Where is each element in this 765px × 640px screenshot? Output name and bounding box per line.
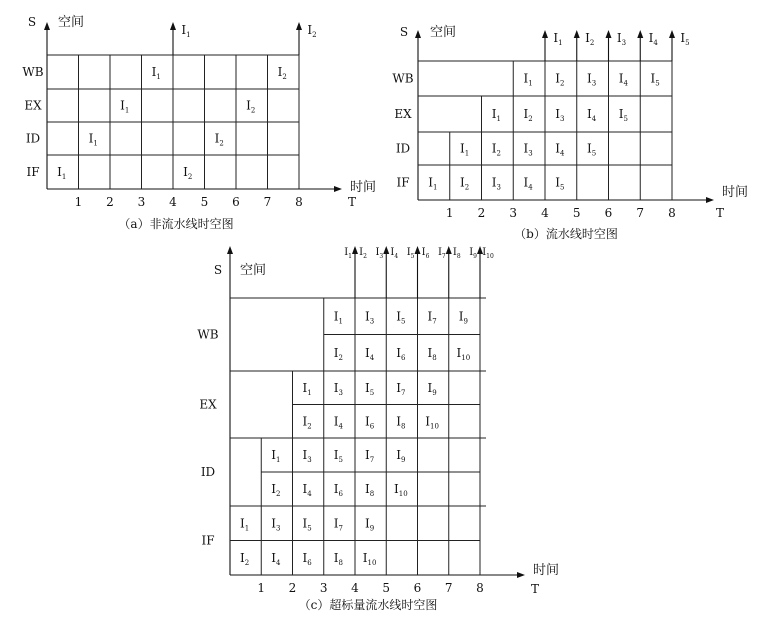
instruction-cell: $I_8$: [427, 345, 437, 362]
instruction-cell: $I_3$: [333, 380, 343, 397]
instruction-cell: $I_2$: [183, 165, 193, 181]
instruction-cell: $I_6$: [396, 345, 406, 362]
instruction-cell: $I_1$: [333, 309, 343, 326]
instruction-cell: $I_3$: [491, 175, 501, 192]
x-tick-label: 1: [257, 581, 266, 595]
completion-arrow: [296, 22, 302, 30]
instruction-cell: $I_5$: [587, 141, 597, 158]
x-tick-label: 6: [232, 195, 240, 209]
diagram-panel-1: [392, 24, 748, 241]
instruction-cell: $I_4$: [271, 550, 281, 567]
completion-arrow: [542, 30, 548, 38]
s-label: S: [27, 15, 37, 29]
instruction-cell: $I_2$: [523, 107, 533, 123]
instruction-cell: $I_1$: [491, 107, 501, 123]
space-label: 空间: [240, 263, 267, 278]
instruction-cell: $I_2$: [302, 414, 312, 431]
instruction-cell: $I_{10}$: [394, 482, 408, 498]
diagram-caption: （b）流水线时空图: [514, 227, 618, 241]
x-tick-label: 6: [604, 206, 613, 220]
instruction-cell: $I_{10}$: [425, 414, 439, 431]
diagram-panel-2: [197, 246, 559, 612]
x-tick-label: 1: [445, 206, 454, 220]
s-label: S: [399, 25, 409, 39]
stage-label-wb: WB: [392, 71, 414, 86]
instruction-cell: $I_6$: [333, 482, 343, 498]
instruction-cell: $I_{10}$: [456, 345, 471, 362]
x-tick-label: 4: [351, 581, 359, 595]
x-tick-label: 2: [477, 206, 486, 220]
instruction-cell: $I_4$: [333, 414, 343, 431]
x-tick-label: 3: [137, 195, 146, 209]
y-axis-arrow: [227, 246, 233, 254]
s-label: S: [213, 263, 223, 277]
instruction-cell: $I_1$: [271, 448, 281, 464]
instruction-cell: $I_8$: [333, 550, 343, 567]
instruction-cell: $I_2$: [491, 141, 501, 158]
completion-label: $I_{10}$: [482, 247, 494, 260]
stage-label-id: ID: [25, 131, 41, 146]
instruction-cell: $I_4$: [302, 482, 312, 498]
x-tick-label: 2: [288, 581, 297, 595]
t-label: T: [530, 582, 540, 596]
instruction-cell: $I_4$: [587, 107, 597, 123]
completion-arrow: [574, 30, 580, 38]
instruction-cell: $I_1$: [460, 141, 470, 158]
instruction-cell: $I_6$: [302, 550, 312, 567]
instruction-cell: $I_5$: [333, 448, 343, 464]
completion-arrow: [415, 246, 421, 254]
t-label: T: [715, 206, 725, 220]
instruction-cell: $I_5$: [618, 107, 628, 123]
completion-label: $I_3$: [375, 247, 384, 260]
completion-arrow: [383, 246, 389, 254]
x-tick-label: 3: [319, 581, 328, 595]
instruction-cell: $I_9$: [396, 448, 406, 464]
x-axis-arrow: [517, 572, 525, 578]
instruction-cell: $I_7$: [427, 309, 437, 326]
instruction-cell: $I_1$: [88, 131, 98, 148]
completion-label: $I_1$: [181, 23, 191, 39]
instruction-cell: $I_5$: [396, 309, 406, 326]
instruction-cell: $I_1$: [240, 516, 250, 533]
x-tick-label: 8: [295, 195, 303, 209]
space-label: 空间: [58, 15, 85, 30]
completion-label: $I_1$: [344, 247, 352, 260]
instruction-cell: $I_5$: [650, 71, 660, 88]
x-tick-label: 5: [382, 581, 391, 595]
instruction-cell: $I_9$: [365, 516, 375, 533]
x-tick-label: 8: [476, 581, 484, 595]
instruction-cell: $I_9$: [427, 380, 437, 397]
instruction-cell: $I_{10}$: [362, 550, 377, 567]
completion-label: $I_2$: [585, 31, 595, 47]
x-tick-label: 8: [668, 206, 676, 220]
instruction-cell: $I_2$: [555, 71, 565, 88]
completion-label: $I_8$: [452, 247, 461, 260]
stage-label-wb: WB: [22, 65, 44, 79]
completion-label: $I_2$: [359, 247, 367, 260]
instruction-cell: $I_1$: [523, 71, 533, 88]
instruction-cell: $I_3$: [555, 107, 565, 123]
completion-arrow: [352, 246, 358, 254]
instruction-cell: $I_3$: [365, 309, 375, 326]
completion-label: $I_2$: [307, 23, 317, 39]
x-tick-label: 7: [636, 206, 645, 220]
x-tick-label: 1: [74, 195, 83, 209]
instruction-cell: $I_4$: [365, 345, 375, 362]
stage-label-ex: EX: [199, 397, 217, 412]
instruction-cell: $I_2$: [214, 131, 224, 148]
x-axis-arrow: [334, 186, 342, 192]
x-tick-label: 5: [200, 195, 209, 209]
completion-label: $I_1$: [553, 31, 563, 47]
instruction-cell: $I_6$: [365, 414, 375, 431]
time-label: 时间: [722, 185, 749, 200]
instruction-cell: $I_1$: [120, 98, 130, 115]
instruction-cell: $I_1$: [151, 65, 161, 81]
stage-label-ex: EX: [394, 107, 412, 121]
instruction-cell: $I_7$: [396, 380, 406, 397]
y-axis-arrow: [44, 22, 50, 30]
x-axis-arrow: [706, 197, 714, 203]
instruction-cell: $I_2$: [271, 482, 281, 498]
stage-label-ex: EX: [24, 98, 42, 113]
instruction-cell: $I_4$: [618, 71, 628, 88]
instruction-cell: $I_3$: [523, 141, 533, 158]
x-tick-label: 3: [509, 206, 518, 220]
instruction-cell: $I_2$: [460, 175, 470, 192]
instruction-cell: $I_2$: [246, 98, 256, 115]
y-axis-arrow: [415, 30, 421, 38]
instruction-cell: $I_7$: [333, 516, 343, 533]
x-tick-label: 7: [263, 195, 272, 209]
instruction-cell: $I_5$: [302, 516, 312, 533]
instruction-cell: $I_9$: [458, 309, 468, 326]
instruction-cell: $I_4$: [523, 175, 533, 192]
instruction-cell: $I_5$: [555, 175, 565, 192]
completion-label: $I_7$: [437, 247, 446, 260]
instruction-cell: $I_2$: [333, 345, 343, 362]
stage-label-id: ID: [200, 465, 216, 479]
instruction-cell: $I_1$: [302, 380, 312, 397]
instruction-cell: $I_5$: [365, 380, 375, 397]
instruction-cell: $I_2$: [277, 65, 287, 81]
x-tick-label: 7: [444, 581, 453, 595]
instruction-cell: $I_3$: [271, 516, 281, 533]
diagram-panel-0: [22, 14, 376, 231]
stage-label-if: IF: [396, 175, 410, 190]
t-label: T: [347, 195, 357, 209]
completion-arrow: [637, 30, 643, 38]
x-tick-label: 4: [169, 195, 177, 209]
completion-arrow: [446, 246, 452, 254]
completion-label: $I_5$: [406, 247, 415, 260]
completion-arrow: [606, 30, 612, 38]
instruction-cell: $I_3$: [302, 448, 312, 464]
completion-label: $I_4$: [390, 247, 399, 260]
completion-label: $I_3$: [616, 31, 627, 47]
instruction-cell: $I_3$: [587, 71, 597, 88]
instruction-cell: $I_1$: [57, 165, 67, 181]
instruction-cell: $I_2$: [240, 550, 250, 567]
x-tick-label: 2: [106, 195, 114, 209]
instruction-cell: $I_8$: [365, 482, 375, 498]
completion-arrow: [669, 30, 675, 38]
diagram-caption: （c）超标量流水线时空图: [298, 598, 438, 612]
stage-label-wb: WB: [197, 327, 219, 342]
space-label: 空间: [430, 25, 457, 40]
instruction-cell: $I_1$: [428, 175, 438, 192]
diagram-caption: （a）非流水线时空图: [118, 217, 234, 231]
completion-label: $I_4$: [648, 31, 658, 47]
time-label: 时间: [533, 563, 560, 578]
instruction-cell: $I_4$: [555, 141, 565, 158]
x-tick-label: 4: [541, 206, 549, 220]
completion-arrow: [170, 22, 176, 30]
completion-label: $I_6$: [421, 247, 430, 260]
stage-label-id: ID: [395, 141, 411, 156]
time-label: 时间: [350, 180, 377, 195]
stage-label-if: IF: [201, 533, 215, 548]
completion-label: $I_9$: [469, 247, 477, 260]
instruction-cell: $I_7$: [365, 448, 375, 464]
x-tick-label: 6: [413, 581, 422, 595]
x-tick-label: 5: [572, 206, 581, 220]
completion-label: $I_5$: [680, 31, 690, 47]
stage-label-if: IF: [26, 165, 40, 179]
instruction-cell: $I_8$: [396, 414, 406, 431]
